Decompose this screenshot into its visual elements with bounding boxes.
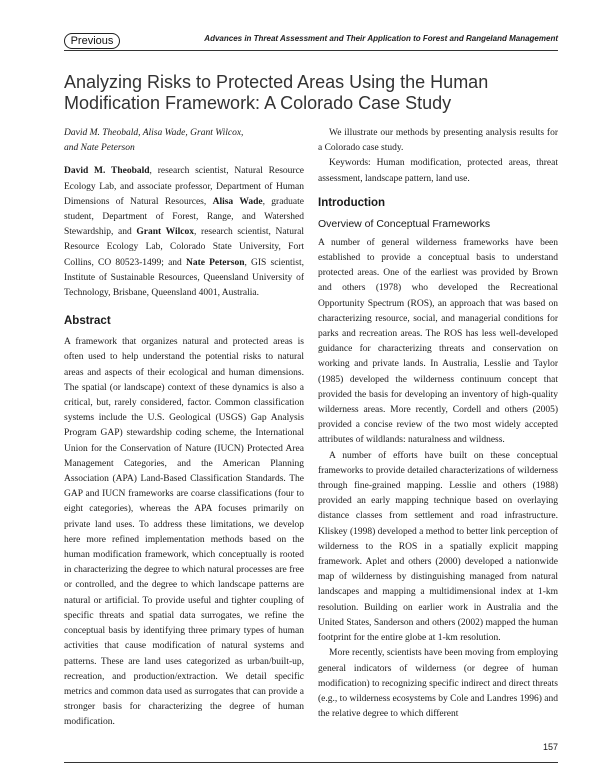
body-paragraph: A number of general wilderness frameworks have been established to provide a conceptual basis to understand protected areas. One of the earliest was provided by Brown and others (1978) who developed the Recreational Opportunity Spectrum (ROS), an approach that was based on characterizing resource, social, and managerial conditions for parks and recreation areas. The ROS has less well-developed guidance for characterizing threats and conservation on working and private lands. In Australia, Lesslie and Taylor (1985) developed the wilderness continuum concept that provided the basis for developing an inventory of high-quality wilderness areas. More recently, Cordell and others (2005) provided a concise review of the two most widely accepted attributes of wildlands: naturalness and wildness. — [318, 237, 558, 446]
author-list — [64, 126, 304, 156]
author-name: David M. Theobald — [64, 166, 150, 177]
affiliation-text: , graduate student, Department of Forest, Range, and Watershed Stewardship, and — [64, 196, 304, 238]
body-paragraph: A number of efforts have built on these conceptual frameworks to provide detailed characterizations of wilderness through fine-grained mapping. Lesslie and others (1988) provided an early mapping technique based on overlaying distance classes from settlement and road infrastructure. Kliskey (1998) developed a method to better link perception of wilderness to the ROS in a spatially explicit mapping framework. Aplet and others (2000) developed a nationwide map of wilderness by distinguishing managed from natural landscapes and mapping a multidimensional index at 1-km resolution. Building on earlier work in Australia and the United States, Sanderson and others (2002) mapped the human footprint for the entire globe at 1-km resolution. — [318, 450, 558, 644]
left-column — [64, 126, 304, 731]
overview-subheading: Overview of Conceptual Frameworks — [318, 217, 491, 230]
footer-rule — [64, 762, 558, 763]
affiliation-text: , GIS scientist, Institute of Sustainable Resources, Queensland University of Technology, Brisbane, Queensland 4001, Australia. — [64, 257, 305, 299]
right-column — [318, 126, 558, 722]
author-name: Grant Wilcox — [136, 227, 195, 238]
running-header: Advances in Threat Assessment and Their Application to Forest and Rangeland Management — [204, 34, 558, 43]
introduction-heading: Introduction — [318, 196, 386, 209]
intro-paragraph: We illustrate our methods by presenting analysis results for a Colorado case study. — [318, 128, 558, 154]
paper-title: Analyzing Risks to Protected Areas Using the Human Modification Framework: A Colorado Case Study — [64, 72, 489, 113]
author-name: Alisa Wade — [212, 196, 263, 207]
affiliation-text: , research scientist, Natural Resource Ecology Lab, Colorado State University, Fort Collins, CO 80523-1499; and — [64, 227, 305, 268]
keywords: Keywords: Human modification, protected areas, threat assessment, landscape pattern, land use. — [318, 158, 558, 184]
authors-line-2: and Nate Peterson — [64, 143, 135, 154]
abstract-heading: Abstract — [64, 315, 111, 328]
header-rule — [64, 50, 558, 51]
page-number: 157 — [542, 742, 558, 752]
body-paragraph: More recently, scientists have been moving from employing general indicators of wilderness (or degree of human modification) to recognizing specific indirect and direct threats (e.g., to wilderness ecosystems by Cole and Landres 1996) and the relative degree to which different — [318, 648, 558, 720]
abstract-text: A framework that organizes natural and protected areas is often used to help understand the potential risks to natural areas and aspects of their ecological and human dimensions. The spatial (or landscape) context of these dynamics is also a critical, but, rarely considered, factor. Common classification systems include the U.S. Geological (USGS) Gap Analysis Program GAP) stewardship coding scheme, the International Union for the Conservation of Nature (IUCN) Protected Area Management Categories, and the American Planning Association (APA) Land-Based Classification Standards. The GAP and IUCN frameworks are coarse classifications (four to eight categories), whereas the APA focuses primarily on private land uses. To address these limitations, we develop here more refined implementation methods based on the human modification framework, which conceptually is rooted in characterizing the degree to which natural processes are free or controlled, and the degree to which landscape patterns are natural or artificial. To provide useful and tighter coupling of specific threats and spatial data surrogates, we refine the conceptual basis by identifying three primary types of human activities that cause modification of natural systems and patterns. These are land uses categorized as urban/built-up, recreation, and production/extraction. We detail specific metrics and common data used as surrogates that can provide a stronger basis for characterizing the degree of human modification. — [64, 337, 304, 728]
authors-line-1: David M. Theobald, Alisa Wade, Grant Wilcox, — [64, 128, 244, 138]
author-name: Nate Peterson — [185, 257, 245, 268]
author-affiliations — [64, 164, 304, 301]
affiliation-text: , research scientist, Natural Resource Ecology Lab, and associate professor, Department of Human Dimensions of Natural Resources, — [64, 166, 304, 207]
previous-button[interactable]: Previous — [64, 33, 120, 49]
